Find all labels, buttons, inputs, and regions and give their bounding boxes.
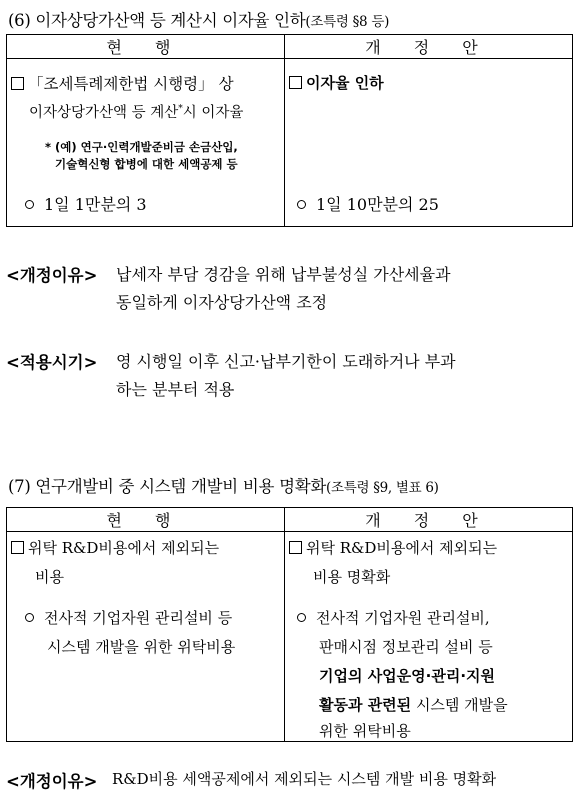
checkbox-icon [11,77,24,90]
section7-revised-item-line2: 비용 명확화 [313,568,391,586]
section6-revised-item: 이자율 인하 [306,74,384,92]
section7-revised-cell [285,532,572,741]
section6-revised-cell [285,59,572,226]
section6-heading [8,7,389,31]
section7-revised-sub-line3: 기업의 사업운영·관리·지원 [319,667,496,685]
section6-ref: (조특령 §8 등) [305,14,390,30]
section6-reason-line1: 납세자 부담 경감을 위해 납부불성실 가산세율과 [116,265,451,284]
circle-bullet-icon [297,613,306,622]
section6-revised-rate: 1일 10만분의 25 [316,195,439,214]
section6-apply [6,349,97,373]
section7-revised-item-line1: 위탁 R&D비용에서 제외되는 [306,539,498,557]
section6-reason-line2: 동일하게 이자상당가산액 조정 [116,293,328,312]
section7-heading [8,473,439,497]
section7-current-cell [7,532,284,741]
section6-apply-label: <적용시기> [6,353,98,372]
section7-current-sub-line1: 전사적 기업자원 관리설비 등 [44,609,233,627]
section7-current-item-line1: 위탁 R&D비용에서 제외되는 [28,539,220,557]
section7-reason-label: <개정이유> [6,772,98,791]
section6-current-rate: 1일 1만분의 3 [44,195,147,214]
section6-note-line2: 기술혁신형 합병에 대한 세액공제 등 [55,157,238,171]
section6-footnote-marker: * [178,104,183,115]
section6-reason [6,262,97,286]
checkbox-icon [11,541,24,554]
circle-bullet-icon [25,613,34,622]
section6-col-revised: 개 정 안 [285,35,573,59]
section6-apply-line1: 영 시행일 이후 신고·납부기한이 도래하거나 부과 [116,352,456,371]
section6-current-item-line2: 이자상당가산액 등 계산 [29,105,179,121]
section6-apply-line2: 하는 분부터 적용 [116,380,235,399]
section7-revised-sub-line2: 판매시점 정보관리 설비 등 [319,638,493,656]
section6-col-current: 현 행 [7,35,285,59]
section6-table [6,34,573,227]
section7-current-sub-line2: 시스템 개발을 위한 위탁비용 [47,638,236,656]
section6-current-item-line2b: 시 이자율 [182,105,244,121]
section6-title: (6) 이자상당가산액 등 계산시 이자율 인하 [8,11,306,30]
section7-current-item-line2: 비용 [35,568,64,586]
section7-revised-sub-line1: 전사적 기업자원 관리설비, [316,609,490,627]
checkbox-icon [289,76,302,89]
checkbox-icon [289,541,302,554]
circle-bullet-icon [297,200,306,209]
section7-revised-sub-line4-rest: 시스템 개발을 [411,696,508,714]
section7-col-revised: 개 정 안 [285,508,573,532]
section7-ref: (조특령 §9, 별표 6) [326,480,439,496]
section7-col-current: 현 행 [7,508,285,532]
section7-table [6,507,573,742]
section7-reason [6,768,97,792]
section7-title: (7) 연구개발비 중 시스템 개발비 비용 명확화 [8,477,327,496]
section7-revised-sub-line4-bold: 활동과 관련된 [319,696,412,714]
section6-current-cell [7,59,284,226]
section6-note-line1: * (예) 연구·인력개발준비금 손금산입, [45,140,238,154]
section7-revised-sub-line5: 위한 위탁비용 [319,722,411,740]
section7-reason-line1: R&D비용 세액공제에서 제외되는 시스템 개발 비용 명확화 [112,770,497,788]
circle-bullet-icon [25,200,34,209]
section6-reason-label: <개정이유> [6,266,98,285]
section6-current-item-line1: 「조세특례제한법 시행령」 상 [28,75,234,93]
